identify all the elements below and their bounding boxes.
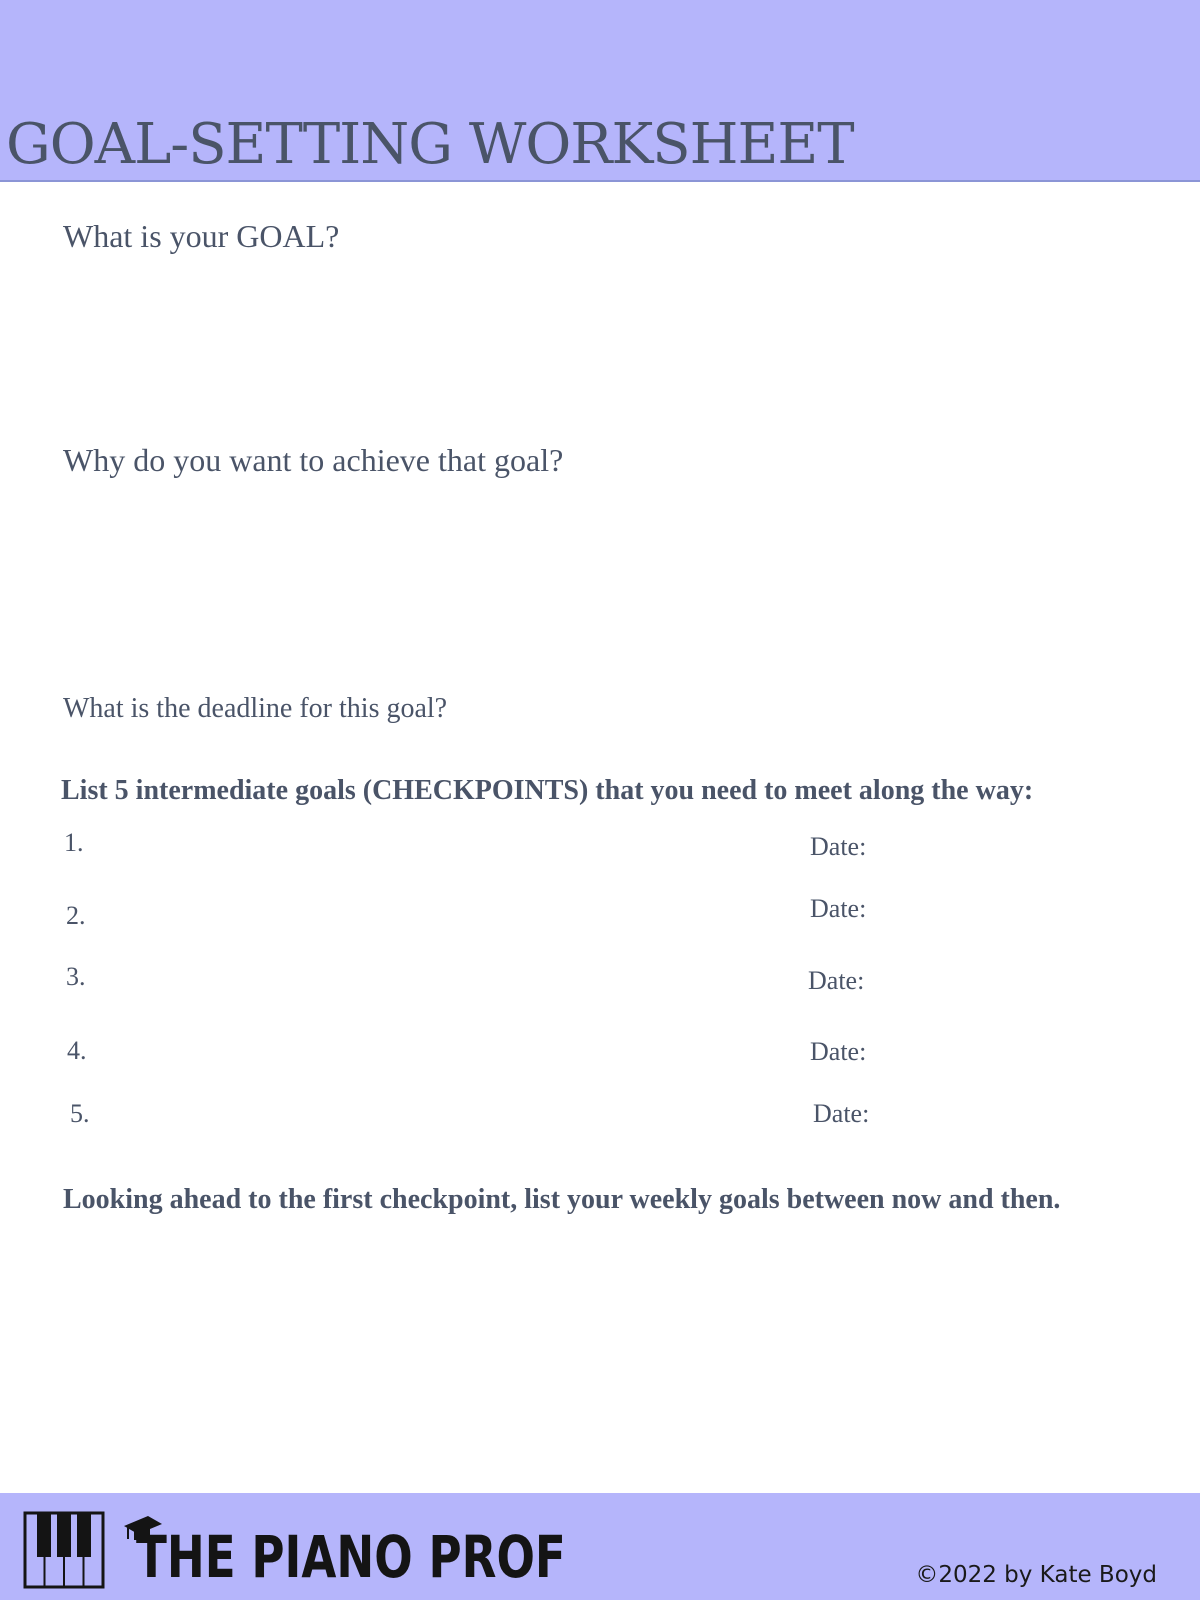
checkpoint-date-label: Date: [810,832,867,861]
weekly-goals-prompt: Looking ahead to the first checkpoint, list your weekly goals between now and then. [63,1184,1061,1215]
checkpoint-number: 1. [64,828,84,857]
checkpoint-date-label: Date: [813,1099,870,1128]
question-goal: What is your GOAL? [63,218,340,254]
question-why: Why do you want to achieve that goal? [63,442,564,478]
checkpoint-number: 3. [66,962,86,991]
checkpoint-date-label: Date: [810,1037,867,1066]
checkpoint-date-label: Date: [808,966,865,995]
page-title: GOAL-SETTING WORKSHEET [6,112,854,177]
checkpoints-prompt: List 5 intermediate goals (CHECKPOINTS) that you need to meet along the way: [61,775,1034,806]
checkpoint-date-label: Date: [810,894,867,923]
piano-keys-icon [23,1511,105,1589]
brand-name: THE PIANO PROF [136,1523,566,1591]
question-deadline: What is the deadline for this goal? [63,693,448,724]
checkpoint-number: 5. [70,1099,90,1128]
header-rule [0,180,1200,182]
checkpoint-number: 2. [66,901,86,930]
copyright-text: ©2022 by Kate Boyd [915,1562,1157,1588]
checkpoint-number: 4. [67,1036,87,1065]
